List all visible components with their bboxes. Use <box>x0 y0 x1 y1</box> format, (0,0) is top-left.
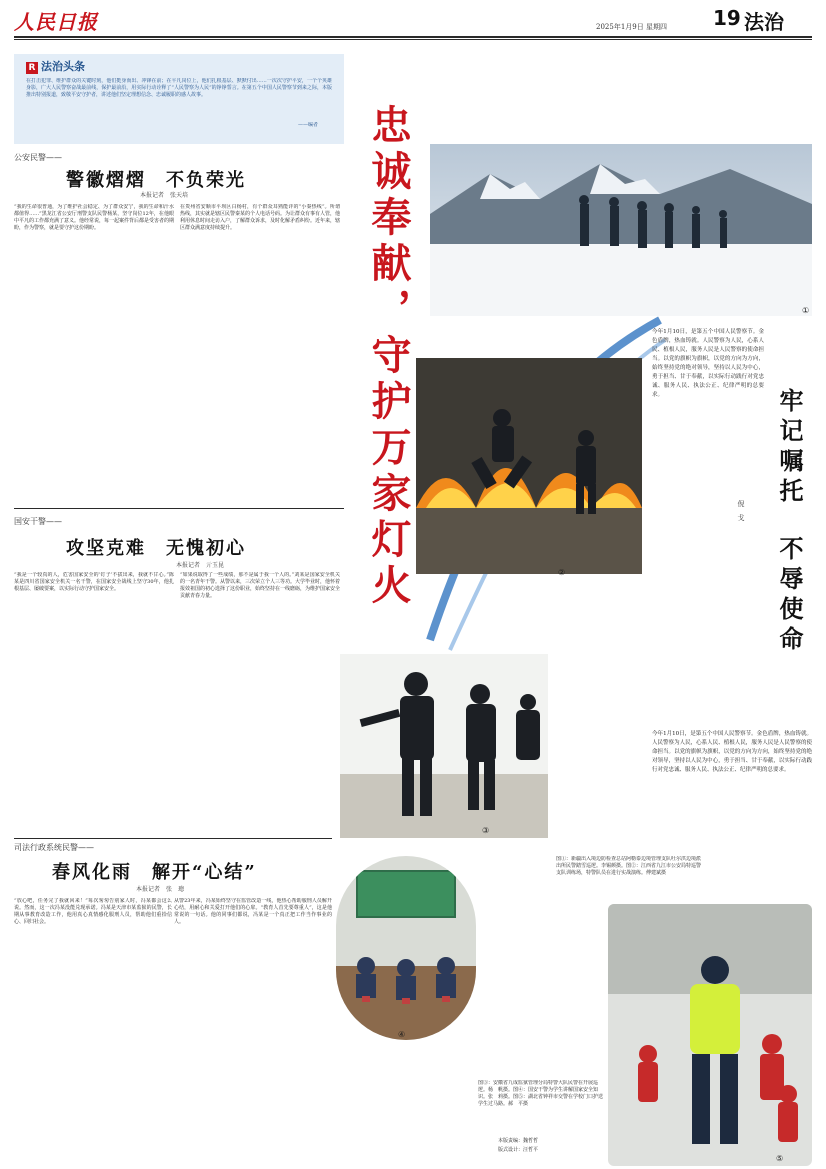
photo-traffic-police <box>608 904 812 1166</box>
article-national-security-col-1: “我是一个较真的人，危害国家安全的‘钉子’不拔出来，我就不甘心。”陈某是四川省国家安全机关一名干警，在国家安全战线上坚守30年，他扎根基层、屡破要案，以实际行动守护国家安全。 <box>14 572 174 592</box>
photo-snow-patrol <box>430 144 812 316</box>
article-judicial-col-1: “放心吧，任务完了我就回来！”每次匆匆告别家人时，冯某都会这么说。然而，这一次冯某没能兑现承诺。冯某是天津市某监狱的民警，长期从事教育改造工作，他用真心真情感化服刑人员，帮助他们重拾信心、回归社会。 <box>14 898 172 925</box>
side-author: 倪 戈 <box>737 500 745 521</box>
divider-2 <box>14 838 332 839</box>
article-public-security-col-1: “我的生命很普通，为了维护社会稳定、为了群众安宁，我的生命和汗水都值得……”黑龙江省公安厅刑警支队民警杨某，坚守岗位12年，在他眼中平凡的工作都充满了意义。他经常说，每一起案件背后都是受害者的期盼，作为警察，就是要守护这份期盼。 <box>14 204 174 231</box>
side-feature-body-cont: 今年1月10日，是第五个中国人民警察节。金色盾牌，热血铸就。人民警察为人民，心系人民、植根人民，服务人民是人民警察的使命担当。以党的旗帜为旗帜，以党的方向为方向，始终坚持党的绝对领导，坚持以人民为中心，勇于担当、甘于奉献，以实际行动践行对党忠诚、服务人民、执法公正、纪律严明的总要求。 <box>652 731 812 773</box>
photo-fire-training <box>416 358 642 574</box>
banner-badge: R <box>26 62 38 74</box>
photo-label-3: ③ <box>482 826 490 835</box>
byline-national-security: 本报记者 亓玉昆 <box>176 562 225 569</box>
photo-classroom <box>336 856 476 1040</box>
masthead-rule-thin <box>14 39 812 40</box>
banner-editor: ——编者 <box>298 122 319 128</box>
date-line: 2025年1月9日 星期四 <box>596 23 667 31</box>
divider-1 <box>14 508 344 509</box>
photo-label-5: ⑤ <box>776 1154 784 1163</box>
photo-special-police <box>340 654 548 838</box>
side-feature-body: 今年1月10日，是第五个中国人民警察节。金色盾牌，热血铸就。人民警察为人民，心系人民、植根人民，服务人民是人民警察的使命担当。以党的旗帜为旗帜，以党的方向为方向，始终坚持党的绝对领导，坚持以人民为中心，勇于担当、甘于奉献，以实际行动践行对党忠诚、服务人民、执法公正、纪律严明的总要求。 <box>652 329 764 398</box>
page-number: 19 <box>713 6 741 30</box>
byline-public-security: 本报记者 张天培 <box>140 192 189 199</box>
photo-label-4: ④ <box>398 1030 406 1039</box>
masthead-rule <box>14 36 812 38</box>
banner-intro: 在打击犯罪、维护群众的关键时刻，他们挺身而出、冲锋在前；在平凡岗位上，他们扎根基层、默默付出……一次次守护平安，一个个英雄身影，广大人民警察奋战最前线，保护最前沿，用实际行动诠释了“人民警察为人民”的铮铮誓言。在第五个中国人民警察节到来之际，本版推出特别报道，致敬平安守护者，讲述他们坚定理想信念、忠诚履职的感人故事。 <box>26 78 332 98</box>
side-title-1: 牢记嘱托 <box>775 388 804 508</box>
article-judicial-col-2: 从警23年来，冯某始终坚守在监管改造一线，他热心帮助服刑人员解开心结，用耐心和关爱打开他们的心扉。“教育人首先要尊重人”，这是他常说的一句话。他的同事们都说，冯某是一个真正把工作当作事业的人。 <box>174 898 332 925</box>
byline-judicial: 本报记者 张 璁 <box>136 886 185 893</box>
newspaper-logo: 人民日报 <box>14 10 98 34</box>
layout-editor: 版式设计：汪哲平 <box>498 1147 539 1153</box>
headline-judicial: 春风化雨 解开“心结” <box>52 862 257 883</box>
section-label-judicial: 司法行政系统民警—— <box>14 843 94 852</box>
banner-title-text: 法治头条 <box>41 60 85 73</box>
headline-national-security: 攻坚克难 无愧初心 <box>66 538 246 559</box>
caption-block-1: 图①：新疆出入境边防检查总站阿勒泰边境管理支队吐尔洪边境派出所民警踏雪巡逻。李锡颜摄。图②：江西省九江市公安局特巡警支队训练场，特警队员在进行实战演练。傅建斌摄 <box>556 856 702 876</box>
photo-label-2: ② <box>558 568 566 577</box>
side-title-2: 不辱使命 <box>775 536 804 656</box>
banner-title <box>26 58 85 74</box>
page-name: 法治 <box>744 10 784 34</box>
article-national-security-col-2: “如果说取得了一些成绩，那不是属于我一个人的。”刘某是国家安全机关的一名青年干警。从警以来，三次荣立个人三等功。大学毕业时，他怀着报效祖国的初心选择了这份职业，始终坚持在一线磨砺，为维护国家安全贡献青春力量。 <box>180 572 340 599</box>
photo-label-1: ① <box>802 306 810 315</box>
section-label-national-security: 国安干警—— <box>14 517 62 526</box>
headline-public-security: 警徽熠熠 不负荣光 <box>66 170 246 191</box>
article-public-security-col-2: 在贵州省安顺市平坝区白杨村，有个群众耳熟能详的“小秦热线”。所谓热线，其实就是辖区民警秦某的个人电话号码。为让群众有事有人管，他利用休息时间走访入户，了解群众诉求，及时化解矛盾纠纷。近年来，辖区群众满意度持续提升。 <box>180 204 340 231</box>
caption-block-2: 图③：安徽省九成监狱管理分局特警大队民警在开展巡逻。杨 帆摄。图④：国安干警为学生讲解国家安全知识。张 莉摄。图⑤：湖北省钟祥市交警在学校门口护送学生过马路。郝 平摄 <box>478 1080 604 1107</box>
section-label-public-security: 公安民警—— <box>14 153 62 162</box>
feature-headline: 忠诚奉献，守护万家灯火 <box>365 104 412 610</box>
page-editor: 本版责编：魏哲哲 <box>498 1138 539 1144</box>
